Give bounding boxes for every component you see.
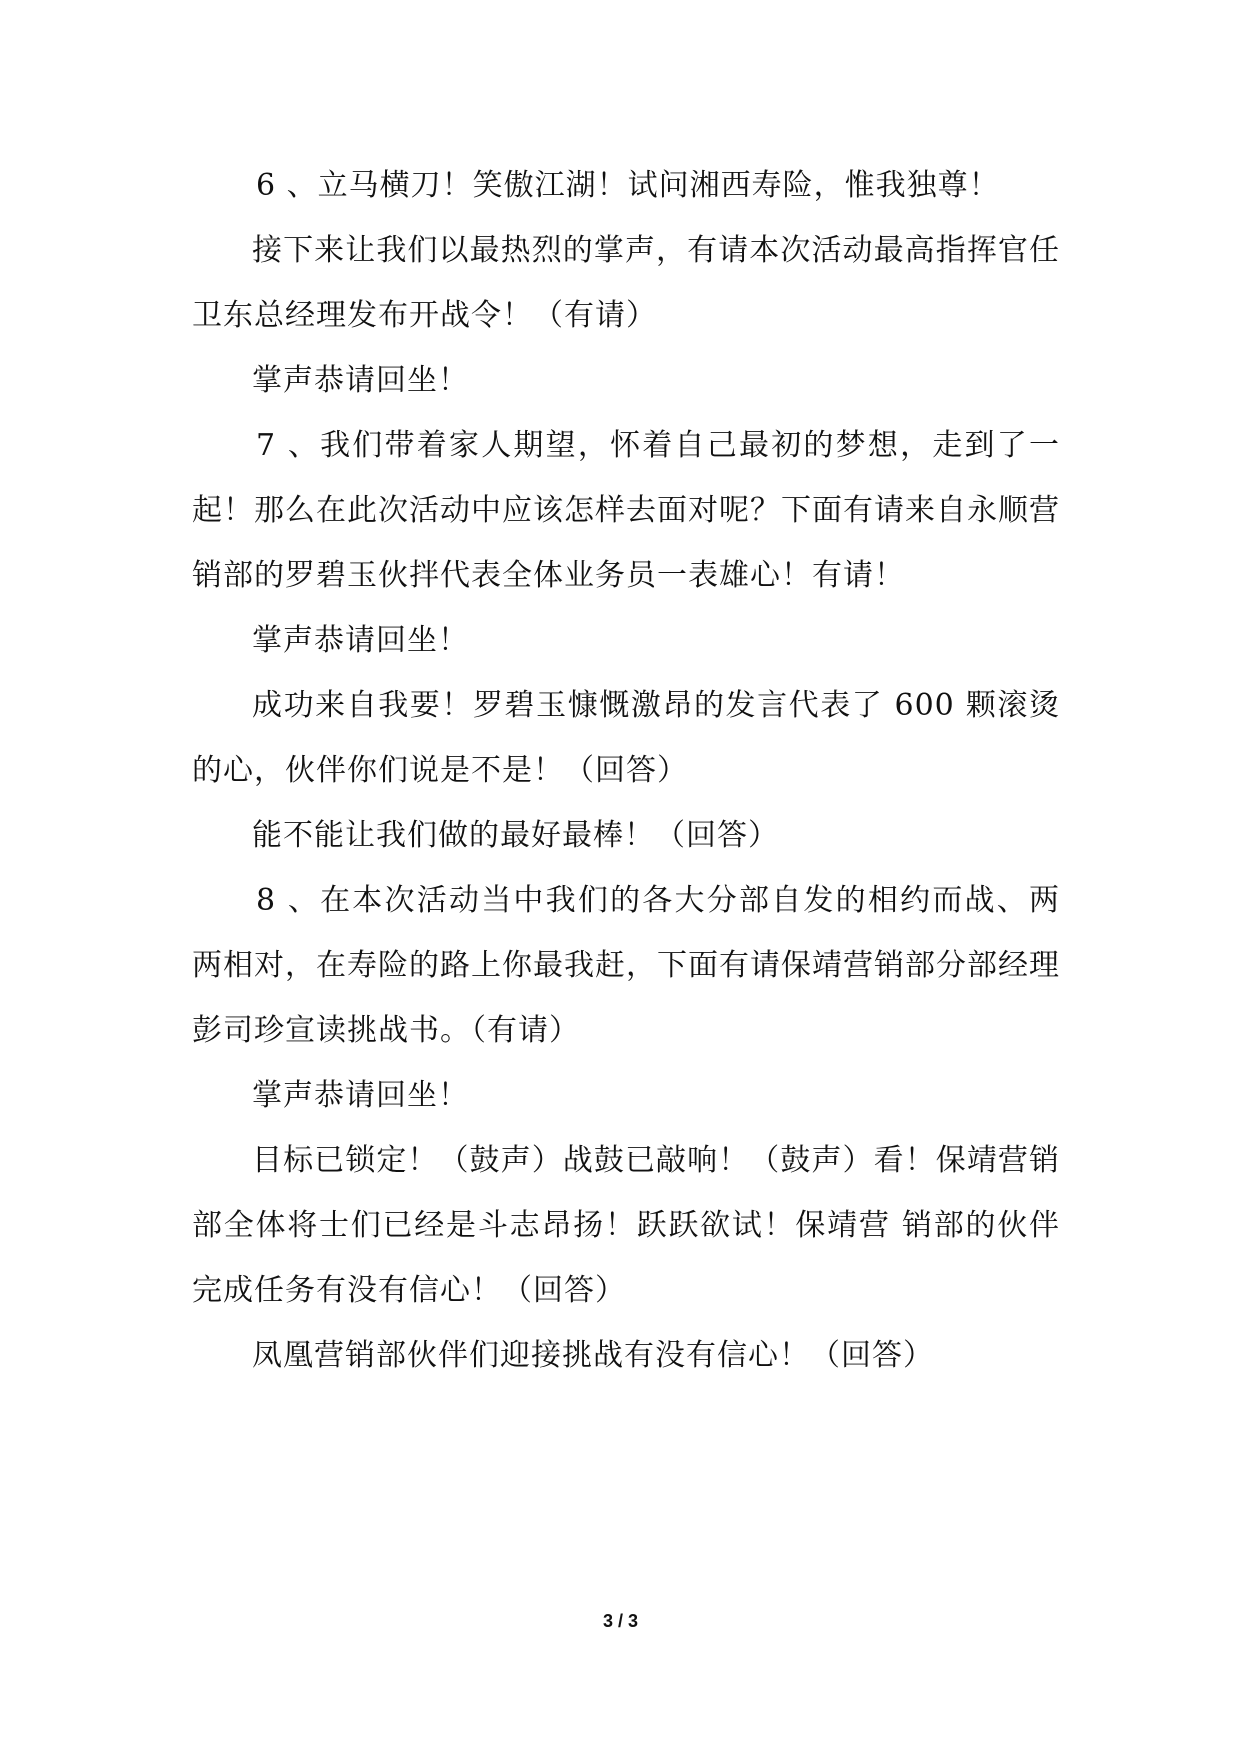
paragraph-target-locked: 目标已锁定！（鼓声）战鼓已敲响！（鼓声）看！保靖营销部全体将士们已经是斗志昂扬！跃跃欲试！保靖营 销部的伙伴完成任务有没有信心！（回答） bbox=[192, 1143, 1060, 1308]
paragraph-item-8: 8 、在本次活动当中我们的各大分部自发的相约而战、两两相对，在寿险的路上你最我赶，下面有请保靖营销部分部经理彭司珍宣读挑战书。（有请） bbox=[192, 883, 1060, 1048]
paragraph-applause: 掌声恭请回坐！ bbox=[252, 623, 469, 658]
document-body bbox=[192, 153, 1060, 1388]
paragraph-best: 能不能让我们做的最好最棒！（回答） bbox=[252, 818, 779, 853]
paragraph-order-announcement: 接下来让我们以最热烈的掌声，有请本次活动最高指挥官任卫东总经理发布开战令！（有请） bbox=[192, 233, 1060, 333]
paragraph-applause: 掌声恭请回坐！ bbox=[252, 363, 469, 398]
paragraph-applause: 掌声恭请回坐！ bbox=[252, 1078, 469, 1113]
paragraph-item-6: 6 、立马横刀！笑傲江湖！试问湘西寿险，惟我独尊！ bbox=[256, 168, 1000, 203]
paragraph-success: 成功来自我要！罗碧玉慷慨激昂的发言代表了 600 颗滚烫的心，伙伴你们说是不是！（回答） bbox=[192, 688, 1060, 788]
page-number: 3 / 3 bbox=[602, 1611, 639, 1631]
paragraph-fenghuang: 凤凰营销部伙伴们迎接挑战有没有信心！（回答） bbox=[252, 1338, 934, 1373]
paragraph-item-7: 7 、我们带着家人期望，怀着自己最初的梦想，走到了一起！那么在此次活动中应该怎样去面对呢？下面有请来自永顺营销部的罗碧玉伙拌代表全体业务员一表雄心！有请！ bbox=[192, 428, 1060, 593]
